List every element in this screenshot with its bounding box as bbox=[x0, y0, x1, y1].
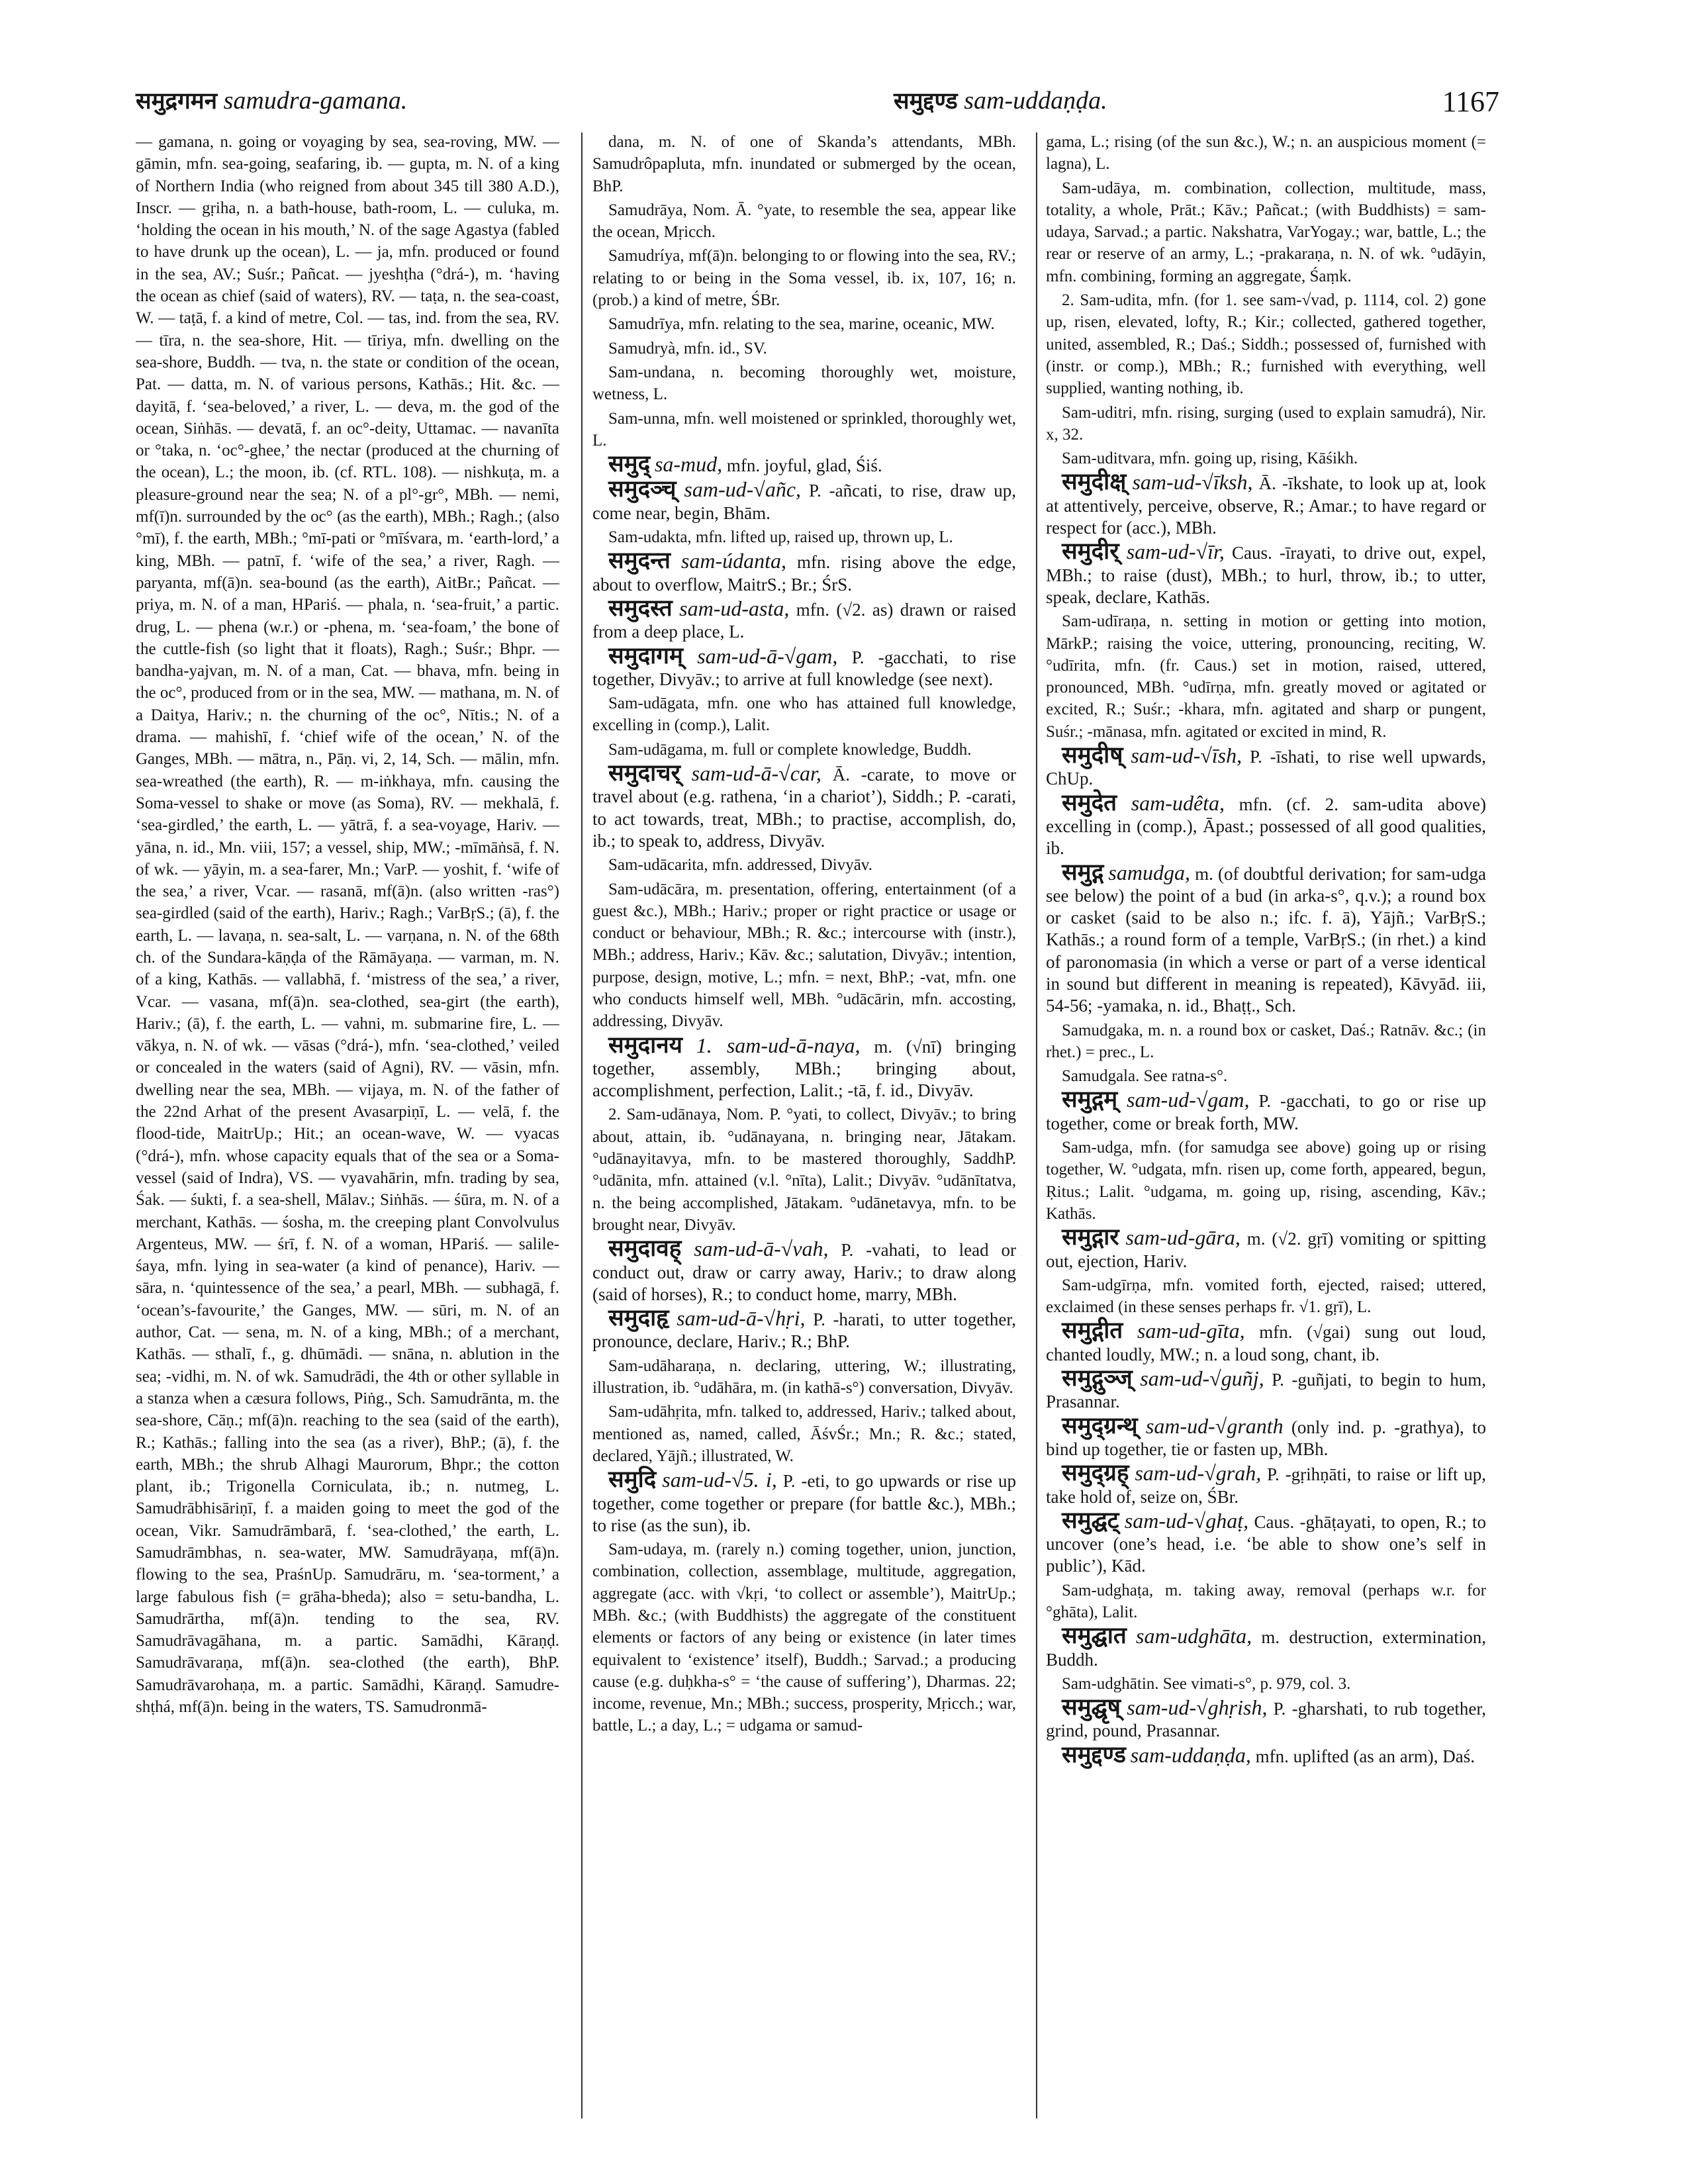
entry-definition: Sam-udāhṛita, mfn. talked to, addressed, Hariv.; talked about, mentioned as, named, called, ĀśvŚr.; Mn.; R. &c.; stated, declared, Yājñ.; illustrated, W. bbox=[592, 1403, 1016, 1465]
headword-transliteration: sam-udghāta, bbox=[1136, 1624, 1252, 1648]
dictionary-entry bbox=[1046, 1741, 1486, 1768]
dictionary-entry bbox=[1046, 1065, 1486, 1087]
headword-devanagari: समुद्ग्रन्थ् bbox=[1062, 1412, 1138, 1439]
headword-transliteration: sam-ud-√ghaṭ, bbox=[1124, 1508, 1249, 1533]
dictionary-entry bbox=[1046, 177, 1486, 287]
header-center-devanagari: समुद्दण्ड bbox=[894, 88, 958, 115]
dictionary-entry bbox=[1046, 1673, 1486, 1695]
dictionary-entry bbox=[1046, 859, 1486, 1018]
headword-devanagari: समुदीक्ष् bbox=[1062, 469, 1127, 496]
entry-definition: Sam-udakta, mfn. lifted up, raised up, thrown up, L. bbox=[608, 528, 953, 547]
dictionary-entry bbox=[592, 408, 1016, 452]
headword-devanagari: समुद् bbox=[608, 451, 651, 478]
dictionary-entry bbox=[1046, 448, 1486, 469]
headword-devanagari: समुदागम् bbox=[608, 642, 683, 669]
dictionary-entry bbox=[1046, 1086, 1486, 1135]
headword-devanagari: समुद्घात bbox=[1062, 1623, 1127, 1650]
headword-transliteration: sam-ud-√granth bbox=[1145, 1413, 1284, 1438]
headword-transliteration: sam-ud-√īksh, bbox=[1132, 470, 1253, 495]
dictionary-entry bbox=[136, 131, 559, 1718]
dictionary-entry bbox=[592, 338, 1016, 359]
dictionary-entry bbox=[1046, 1224, 1486, 1272]
entry-definition: Samudgaka, m. n. a round box or casket, Daś.; Ratnāv. &c.; (in rhet.) = prec., L. bbox=[1046, 1021, 1486, 1061]
headword-devanagari: समुद्गुञ्ज् bbox=[1062, 1365, 1133, 1392]
headword-transliteration: sam-ud-ā-√hṛi, bbox=[677, 1306, 806, 1331]
headword-transliteration: 1. sam-ud-ā-naya, bbox=[696, 1033, 861, 1057]
entry-definition: (only ind. p. -grathya), to bind up together, tie or fasten up, MBh. bbox=[1046, 1417, 1486, 1459]
headword-transliteration: sam-ud-ā-√gam, bbox=[697, 643, 838, 668]
headword-devanagari: समुदीष् bbox=[1062, 742, 1123, 769]
dictionary-entry bbox=[592, 1539, 1016, 1737]
dictionary-entry bbox=[1046, 1580, 1486, 1624]
dictionary-entry bbox=[1046, 1507, 1486, 1578]
dictionary-entry bbox=[1046, 538, 1486, 608]
headword-transliteration: sam-udêta, bbox=[1131, 790, 1225, 815]
dictionary-entry bbox=[1046, 402, 1486, 446]
entry-definition: P. -guñjati, to begin to hum, Prasannar. bbox=[1046, 1370, 1486, 1412]
entry-definition: Sam-udga, mfn. (for samudga see above) going up or rising together, W. °udgata, mfn. risen up, come forth, appeared, begun, Ṛitus.; Lalit. °udgama, m. going up, rising, ascending, Kāv.; Kathās. bbox=[1046, 1139, 1486, 1223]
headword-transliteration: sam-údanta, bbox=[680, 549, 787, 573]
headword-devanagari: समुद्गम् bbox=[1062, 1086, 1118, 1114]
dictionary-entry bbox=[1046, 1462, 1486, 1508]
dictionary-entry bbox=[1046, 610, 1486, 743]
entry-definition: P. -gacchati, to go or rise up together, come or break forth, MW. bbox=[1046, 1091, 1486, 1133]
entry-definition: Caus. -ghāṭayati, to open, R.; to uncover (one’s head, i.e. ‘be able to show one’s self in public’), Kād. bbox=[1046, 1511, 1486, 1576]
headword-transliteration: sam-ud-gīta, bbox=[1137, 1319, 1245, 1343]
headword-devanagari: समुद्घृष् bbox=[1062, 1694, 1121, 1721]
headword-transliteration: sam-ud-√ghṛish, bbox=[1127, 1695, 1268, 1720]
dictionary-entry bbox=[1046, 131, 1486, 175]
column-1 bbox=[136, 131, 559, 2130]
entry-definition: 2. Sam-udita, mfn. (for 1. see sam-√vad, p. 1114, col. 2) gone up, risen, elevated, lofty, R.; Kir.; collected, gathered together, united, assembled, R.; Daś.; Siddh.; possessed of, furnished with (instr. or comp.), MBh.; R.; furnished with everything, well supplied, wanting nothing, ib. bbox=[1046, 291, 1486, 398]
entry-definition: gama, L.; rising (of the sun &c.), W.; n. an auspicious moment (= lagna), L. bbox=[1046, 133, 1486, 173]
headword-devanagari: समुद्ग bbox=[1062, 859, 1104, 886]
running-header bbox=[136, 85, 1499, 124]
headword-devanagari: समुदन्त bbox=[608, 547, 671, 575]
entry-definition: Sam-udaya, m. (rarely n.) coming together, union, junction, combination, collection, assemblage, multitude, aggregation, aggregate (acc. with √kṛi, ‘to collect or assemble’), MaitrUp.; MBh. &c.; (with Buddhists) the aggregate of the constituent elements or factors of any being or existence (in later times equivalent to ‘existence’ itself), Buddh.; Sarvad.; a producing cause (e.g. duḥkha-s° = ‘the cause of suffering’), Dharmas. 22; income, revenue, Mn.; MBh.; success, prosperity, Mṛicch.; war, battle, L.; a day, L.; = udgama or samud- bbox=[592, 1541, 1016, 1735]
entry-definition: dana, m. N. of one of Skanda’s attendants, MBh. Samudrôpapluta, mfn. inundated or submerged by the ocean, BhP. bbox=[592, 133, 1016, 195]
dictionary-entry bbox=[1046, 742, 1486, 790]
dictionary-entry bbox=[1046, 789, 1486, 860]
headword-transliteration: sam-ud-√5. i, bbox=[662, 1468, 777, 1492]
dictionary-entry bbox=[592, 594, 1016, 643]
dictionary-entry bbox=[592, 1031, 1016, 1102]
header-left-devanagari: समुद्रगमन bbox=[136, 88, 218, 115]
entry-definition: P. -añcati, to rise, draw up, come near, begin, Bhām. bbox=[592, 481, 1016, 523]
dictionary-entry bbox=[1046, 1137, 1486, 1225]
dictionary-entry bbox=[1046, 1412, 1486, 1461]
headword-transliteration: sam-ud-√īsh, bbox=[1131, 743, 1242, 768]
dictionary-entry bbox=[1046, 471, 1486, 539]
headword-transliteration: sam-ud-√gam, bbox=[1126, 1088, 1250, 1112]
dictionary-entry bbox=[1046, 1020, 1486, 1064]
entry-definition: Samudrāya, Nom. Ā. °yate, to resemble the sea, appear like the ocean, Mṛicch. bbox=[592, 201, 1016, 242]
entry-definition: Sam-undana, n. becoming thoroughly wet, moisture, wetness, L. bbox=[592, 363, 1016, 404]
dictionary-entry bbox=[592, 692, 1016, 737]
entry-definition: Sam-udghātin. See vimati-s°, p. 979, col. 3. bbox=[1062, 1674, 1351, 1693]
headword-devanagari: समुदञ्च् bbox=[608, 476, 677, 503]
column-2 bbox=[592, 131, 1016, 2130]
dictionary-entry bbox=[1046, 1365, 1486, 1413]
headword-transliteration: sam-ud-gāra, bbox=[1125, 1225, 1241, 1250]
dictionary-entry bbox=[592, 313, 1016, 335]
entry-definition: Samudrīya, mfn. relating to the sea, marine, oceanic, MW. bbox=[608, 315, 995, 334]
headword-devanagari: समुदानय bbox=[608, 1031, 682, 1059]
entry-definition: Sam-udāharaṇa, n. declaring, uttering, W.; illustrating, illustration, ib. °udāhāra, m. (in kathā-s°) conversation, Divyāv. bbox=[592, 1356, 1016, 1398]
headword-devanagari: समुदि bbox=[608, 1466, 657, 1494]
headword-devanagari: समुदस्त bbox=[608, 594, 673, 622]
entry-definition: Ā. -carate, to move or travel about (e.g. rathena, ‘in a chariot’), Siddh.; P. -carati, to act towards, treat, MBh.; to practise, accomplish, do, ib.; to speak to, address, Divyāv. bbox=[592, 765, 1016, 851]
entry-definition: m. (√2. gṛī) vomiting or spitting out, ejection, Hariv. bbox=[1046, 1229, 1486, 1271]
headword-devanagari: समुदेत bbox=[1062, 789, 1117, 816]
headword-transliteration: sam-ud-ā-√car, bbox=[691, 761, 821, 786]
entry-definition: mfn. rising above the edge, about to overflow, MaitrS.; Br.; ŚrS. bbox=[592, 552, 1016, 594]
dictionary-entry bbox=[592, 854, 1016, 876]
dictionary-entry bbox=[592, 1104, 1016, 1236]
headword-devanagari: समुदावह् bbox=[608, 1235, 682, 1262]
headword-transliteration: sam-ud-√grah, bbox=[1135, 1461, 1262, 1486]
dictionary-entry bbox=[592, 199, 1016, 244]
entry-definition: Sam-udāgata, mfn. one who has attained full knowledge, excelling in (comp.), Lalit. bbox=[592, 694, 1016, 735]
headword-transliteration: sam-ud-ā-√vah, bbox=[694, 1237, 829, 1261]
dictionary-entry bbox=[592, 476, 1016, 524]
entry-definition: m. destruction, extermination, Buddh. bbox=[1046, 1627, 1486, 1670]
entry-definition: Sam-uditri, mfn. rising, surging (used to explain samudrá), Nir. x, 32. bbox=[1046, 403, 1486, 444]
entry-definition: Caus. -īrayati, to drive out, expel, MBh.; to raise (dust), MBh.; to hurl, throw, ib.; to utter, speak, declare, Kathās. bbox=[1046, 543, 1486, 607]
entry-definition: Sam-unna, mfn. well moistened or sprinkled, thoroughly wet, L. bbox=[592, 409, 1016, 450]
dictionary-entry bbox=[1046, 1625, 1486, 1671]
entry-definition: Sam-udācarita, mfn. addressed, Divyāv. bbox=[608, 856, 872, 875]
dictionary-entry bbox=[1046, 289, 1486, 399]
entry-definition: — gamana, n. going or voyaging by sea, sea-roving, MW. — gāmin, mfn. sea-going, seafaring, ib. — gupta, m. N. of a king of Northern India (who reigned from about 345 till 380 A.D.), Inscr. — gṛiha, n. a bath-house, bath-room, L. — culuka, m. ‘holding the ocean in his mouth,’ N. of the sage Agastya (fabled to have drunk up the ocean), L. — ja, mfn. produced or found in the sea, AV.; Suśr.; Pañcat. — jyeshṭha (°drá-), m. ‘having the ocean as chief (said of waters), RV. — taṭa, n. the sea-coast, W. — taṭā, f. a kind of metre, Col. — tas, ind. from the sea, RV. — tīra, n. the sea-shore, Hit. — tīriya, mfn. dwelling on the sea-shore, Buddh. — tva, n. the state or condition of the ocean, Pat. — datta, m. N. of various persons, Kathās.; Hit. &c. — dayitā, f. ‘sea-beloved,’ a river, L. — deva, m. the god of the ocean, Siṅhās. — devatā, f. an oc°-deity, Uttamac. — navanīta or °taka, n. ‘oc°-ghee,’ the nectar (produced at the churning of the ocean), L.; the moon, ib. (cf. RTL. 108). — nishkuṭa, m. a pleasure-ground near the sea; N. of a pl°-gr°, MBh. — nemi, mf(ī)n. surrounded by the oc° (as the earth), MBh.; Ragh.; (also °mī), f. the earth, MBh.; °mī-pati or °mīśvara, m. ‘earth-lord,’ a king, MBh. — patnī, f. ‘wife of the sea,’ a river, Ragh. — paryanta, mf(ā)n. sea-bound (as the earth), AitBr.; Pañcat. — priya, m. N. of a man, HPariś. — phala, n. ‘sea-fruit,’ a partic. drug, L. — phena (w.r.) or -phena, m. ‘sea-foam,’ the bone of the cuttle-fish (so light that it floats), Ragh.; Suśr.; Bhpr. — bandha-yajvan, m. N. of a man, Cat. — bhava, mfn. being in the oc°, produced from or in the sea, MW. — mathana, m. N. of a Daitya, Hariv.; n. the churning of the oc°, Nītis.; N. of a drama. — mahishī, f. ‘chief wife of the ocean,’ N. of the Ganges, MBh. — mātra, n., Pāṇ. vi, 2, 14, Sch. — mālin, mfn. sea-wreathed (the earth), R. — m-iṅkhaya, mfn. causing the Soma-vessel to shake or move (as Soma), RV. — mekhalā, f. ‘sea-girdled,’ the earth, L. — yātrā, f. a sea-voyage, Hariv. — yāna, n. id., Mn. viii, 157; a vessel, ship, MW.; -mīmāṅsā, f. N. of wk. — yāyin, m. a sea-farer, Mn.; VarP. — yoshit, f. ‘wife of the sea,’ a river, Vcar. — rasanā, mf(ā)n. (also written -ras°) sea-girdled (said of the earth), Hariv.; Ragh.; VarBṛS.; (ā), f. the earth, L. — lavaṇa, n. sea-salt, L. — varṇana, n. N. of the 68th ch. of the Sundara-kāṇḍa of the Rāmāyaṇa. — varman, m. N. of a king, Kathās. — vallabhā, f. ‘mistress of the sea,’ a river, Vcar. — vasana, mf(ā)n. sea-clothed, sea-girt (the earth), Hariv.; (ā), f. the earth, L. — vahni, m. submarine fire, L. — vākya, n. N. of wk. — vāsas (°drá-), mfn. ‘sea-clothed,’ veiled or concealed in the waters (said of Agni), RV. — vāsin, mfn. dwelling near the sea, MBh. — vijaya, m. N. of the father of the 22nd Arhat of the present Avasarpiṇī, L. — velā, f. the flood-tide, MaitrUp.; Hit.; an ocean-wave, W. — vyacas (°drá-), mfn. whose capacity equals that of the sea or a Soma-vessel (said of Indra), VS. — vyavahārin, mfn. trading by sea, Śak. — śukti, f. a sea-shell, Mālav.; Siṅhās. — śūra, m. N. of a merchant, Kathās. — śosha, m. the creeping plant Convolvulus Argenteus, MW. — śrī, f. N. of a woman, HPariś. — salile-śaya, mfn. lying in sea-water (a kind of penance), Hariv. — sāra, n. ‘quintessence of the sea,’ a pearl, MBh. — subhagā, f. ‘ocean’s-favourite,’ the Ganges, MW. — sūri, m. N. of an author, Cat. — sena, m. N. of a king, MBh.; of a merchant, Kathās. — sthalī, f., g. dhūmādi. — snāna, n. ablution in the sea; -vidhi, m. N. of wk. Samudrādi, the 4th or other syllable in a stanza when a cæsura follows, Piṅg., Sch. Samudrānta, m. the sea-shore, Cāṇ.; mf(ā)n. reaching to the sea (said of the earth), R.; Kathās.; falling into the sea (as a river), BhP.; (ā), f. the earth, MBh.; the shrub Alhagi Maurorum, Bhpr.; the cotton plant, ib.; Trigonella Corniculata, ib.; n. nutmeg, L. Samudrābhisāriṇī, f. a maiden going to meet the god of the ocean, Vikr. Samudrāmbarā, f. ‘sea-clothed,’ the earth, L. Samudrāmbhas, n. sea-water, MW. Samudrāyaṇa, mf(ā)n. flowing to the sea, PraśnUp. Samudrāru, m. ‘sea-torment,’ a large fabulous fish (= grāha-bheda); also = setu-bandha, L. Samudrārtha, mf(ā)n. tending to the sea, RV. Samudrāvagāhana, m. a partic. Samādhi, Kāraṇḍ. Samudrāvaraṇa, mf(ā)n. sea-clothed (the earth), BhP. Samudrāvarohaṇa, m. a partic. Samādhi, Kāraṇḍ. Samudre-shṭhá, mf(ā)n. being in the waters, TS. Samudronmā- bbox=[136, 133, 559, 1717]
headword-transliteration: sam-ud-√añc, bbox=[684, 477, 802, 502]
header-center-guideword bbox=[894, 85, 1107, 116]
entry-definition: 2. Sam-udānaya, Nom. P. °yati, to collect, Divyāv.; to bring about, attain, ib. °udānayana, n. bringing near, Jātakam. °udānayitavya, mfn. to be mastered thoroughly, SaddhP. °udānita, mfn. attained (v.l. °nīta), Lalit.; Divyāv. °udānītatva, n. the being accomplished, Jātakam. °udānetavya, mfn. to be brought near, Divyāv. bbox=[592, 1106, 1016, 1234]
dictionary-entry bbox=[592, 739, 1016, 761]
dictionary-entry bbox=[592, 760, 1016, 852]
column-3 bbox=[1046, 131, 1486, 2130]
dictionary-entry bbox=[592, 1466, 1016, 1537]
headword-transliteration: sa-mud, bbox=[654, 452, 723, 477]
headword-devanagari: समुदाहृ bbox=[608, 1305, 669, 1332]
headword-devanagari: समुद्गार bbox=[1062, 1224, 1119, 1251]
dictionary-entry bbox=[592, 1235, 1016, 1306]
entry-definition: Sam-udīraṇa, n. setting in motion or getting into motion, MārkP.; raising the voice, uttering, pronouncing, reciting, W. °udīrita, mfn. (fr. Caus.) set in motion, raised, uttered, pronounced, MBh. °udīrṇa, mfn. greatly moved or agitated or excited, R.; Suśr.; -khara, mfn. agitated and sharp or pungent, Suśr.; -mānasa, mfn. agitated or excited in mind, R. bbox=[1046, 612, 1486, 741]
header-center-transliteration: sam-uddaṇḍa. bbox=[964, 87, 1107, 115]
dictionary-entry bbox=[592, 526, 1016, 548]
entry-definition: Sam-udācāra, m. presentation, offering, entertainment (of a guest &c.), MBh.; Hariv.; proper or right practice or usage or conduct or behaviour, MBh.; R. &c.; intercourse with (instr.), MBh.; address, Hariv.; Kāv. &c.; salutation, Divyāv.; intention, purpose, design, motive, L.; mfn. = next, BhP.; -vat, mfn. one who conducts himself well, MBh. °udācārin, mfn. accosting, addressing, Divyāv. bbox=[592, 880, 1016, 1031]
dictionary-entry bbox=[1046, 1694, 1486, 1742]
dictionary-entry bbox=[592, 1401, 1016, 1467]
headword-devanagari: समुद्गीत bbox=[1062, 1317, 1123, 1345]
dictionary-entry bbox=[592, 642, 1016, 691]
headword-transliteration: sam-ud-√guñj, bbox=[1140, 1366, 1264, 1391]
headword-devanagari: समुद्ग्रह् bbox=[1062, 1460, 1129, 1487]
dictionary-entry bbox=[1046, 1274, 1486, 1319]
dictionary-entry bbox=[1046, 1317, 1486, 1366]
entry-definition: m. (of doubtful derivation; for sam-udga see below) the point of a bud (in arka-s°, q.v.); a round box or casket (said to be also n.; ifc. f. ā), Yājñ.; VarBṛS.; Kathās.; a round form of a temple, VarBṛS.; (in rhet.) a kind of paronomasia (in which a verse or part of a verse identical in sound but different in meaning is repeated), Kāvyād. iii, 54-56; -yamaka, n. id., Bhaṭṭ., Sch. bbox=[1046, 863, 1486, 1016]
entry-definition: mfn. joyful, glad, Śiś. bbox=[726, 455, 882, 476]
headword-transliteration: sam-ud-√īr, bbox=[1126, 540, 1225, 564]
entry-definition: Sam-udgīrṇa, mfn. vomited forth, ejected, raised; uttered, exclaimed (in these senses perhaps fr. √1. gṛī), L. bbox=[1046, 1276, 1486, 1317]
entry-definition: m. (√nī) bringing together, assembly, MBh.; bringing about, accomplishment, perfection, Lalit.; -tā, f. id., Divyāv. bbox=[592, 1036, 1016, 1101]
entry-definition: Sam-uditvara, mfn. going up, rising, Kāśikh. bbox=[1062, 450, 1358, 468]
entry-definition: Ā. -īkshate, to look up at, look at attentively, perceive, observe, R.; Amar.; to have regard or respect for (acc.), MBh. bbox=[1046, 473, 1486, 538]
entry-definition: mfn. (cf. 2. sam-udita above) excelling in (comp.), Āpast.; possessed of all good qualities, ib. bbox=[1046, 794, 1486, 859]
header-left-transliteration: samudra-gamana. bbox=[223, 87, 408, 115]
entry-definition: P. -vahati, to lead or conduct out, draw or carry away, Hariv.; to draw along (said of horses), R.; to conduct home, marry, MBh. bbox=[592, 1240, 1016, 1304]
headword-devanagari: समुदीर् bbox=[1062, 538, 1119, 565]
headword-devanagari: समुद्घट् bbox=[1062, 1507, 1119, 1534]
dictionary-entry bbox=[592, 245, 1016, 311]
entry-definition: Sam-udāgama, m. full or complete knowledge, Buddh. bbox=[608, 740, 972, 759]
entry-definition: Sam-udghaṭa, m. taking away, removal (perhaps w.r. for °ghāta), Lalit. bbox=[1046, 1581, 1486, 1621]
entry-definition: P. -eti, to go upwards or rise up together, come together or prepare (for battle &c.), MBh.; to rise (as the sun), ib. bbox=[592, 1471, 1016, 1535]
headword-transliteration: samudga, bbox=[1108, 860, 1190, 884]
page-number: 1167 bbox=[1442, 85, 1499, 118]
entry-definition: P. -gacchati, to rise together, Divyāv.; to arrive at full knowledge (see next). bbox=[592, 647, 1016, 689]
headword-devanagari: समुद्दण्ड bbox=[1062, 1741, 1126, 1768]
entry-definition: mfn. uplifted (as an arm), Daś. bbox=[1255, 1746, 1475, 1766]
entry-definition: mfn. (√gai) sung out loud, chanted loudly, MW.; n. a loud song, chant, ib. bbox=[1046, 1322, 1486, 1364]
headword-transliteration: sam-ud-asta, bbox=[679, 596, 790, 620]
dictionary-entry bbox=[592, 878, 1016, 1033]
column-rule-2 bbox=[1036, 132, 1037, 2118]
dictionary-entry bbox=[592, 547, 1016, 596]
entry-definition: Samudryà, mfn. id., SV. bbox=[608, 339, 767, 357]
headword-devanagari: समुदाचर् bbox=[608, 760, 680, 787]
entry-definition: P. -harati, to utter together, pronounce, declare, Hariv.; R.; BhP. bbox=[592, 1309, 1016, 1352]
headword-transliteration: sam-uddaṇḍa, bbox=[1130, 1742, 1251, 1767]
entry-definition: Samudríya, mf(ā)n. belonging to or flowing into the sea, RV.; relating to or being in the Soma vessel, ib. ix, 107, 16; n. (prob.) a kind of metre, ŚBr. bbox=[592, 247, 1016, 310]
column-rule-1 bbox=[581, 132, 583, 2118]
entry-definition: P. -gharshati, to rub together, grind, pound, Prasannar. bbox=[1046, 1699, 1486, 1741]
dictionary-entry bbox=[592, 1355, 1016, 1400]
entry-definition: P. -gṛihṇāti, to raise or lift up, take hold of, seize on, ŚBr. bbox=[1046, 1464, 1486, 1507]
entry-definition: Sam-udāya, m. combination, collection, multitude, mass, totality, a whole, Prāt.; Kāv.; Pañcat.; (with Buddhists) = sam-udaya, Sarvad.; a partic. Nakshatra, VarYogay.; war, battle, L.; the rear or reserve of an army, L.; -prakaraṇa, n. N. of wk. °udāyin, mfn. combining, forming an aggregate, Śaṃk. bbox=[1046, 179, 1486, 285]
entry-definition: P. -īshati, to rise well upwards, ChUp. bbox=[1046, 747, 1486, 789]
dictionary-entry bbox=[592, 453, 1016, 477]
entry-definition: mfn. (√2. as) drawn or raised from a deep place, L. bbox=[592, 599, 1016, 642]
dictionary-entry bbox=[592, 361, 1016, 406]
dictionary-entry bbox=[592, 131, 1016, 197]
entry-definition: Samudgala. See ratna-s°. bbox=[1062, 1067, 1228, 1086]
header-left-guideword bbox=[136, 85, 407, 116]
dictionary-entry bbox=[592, 1307, 1016, 1353]
